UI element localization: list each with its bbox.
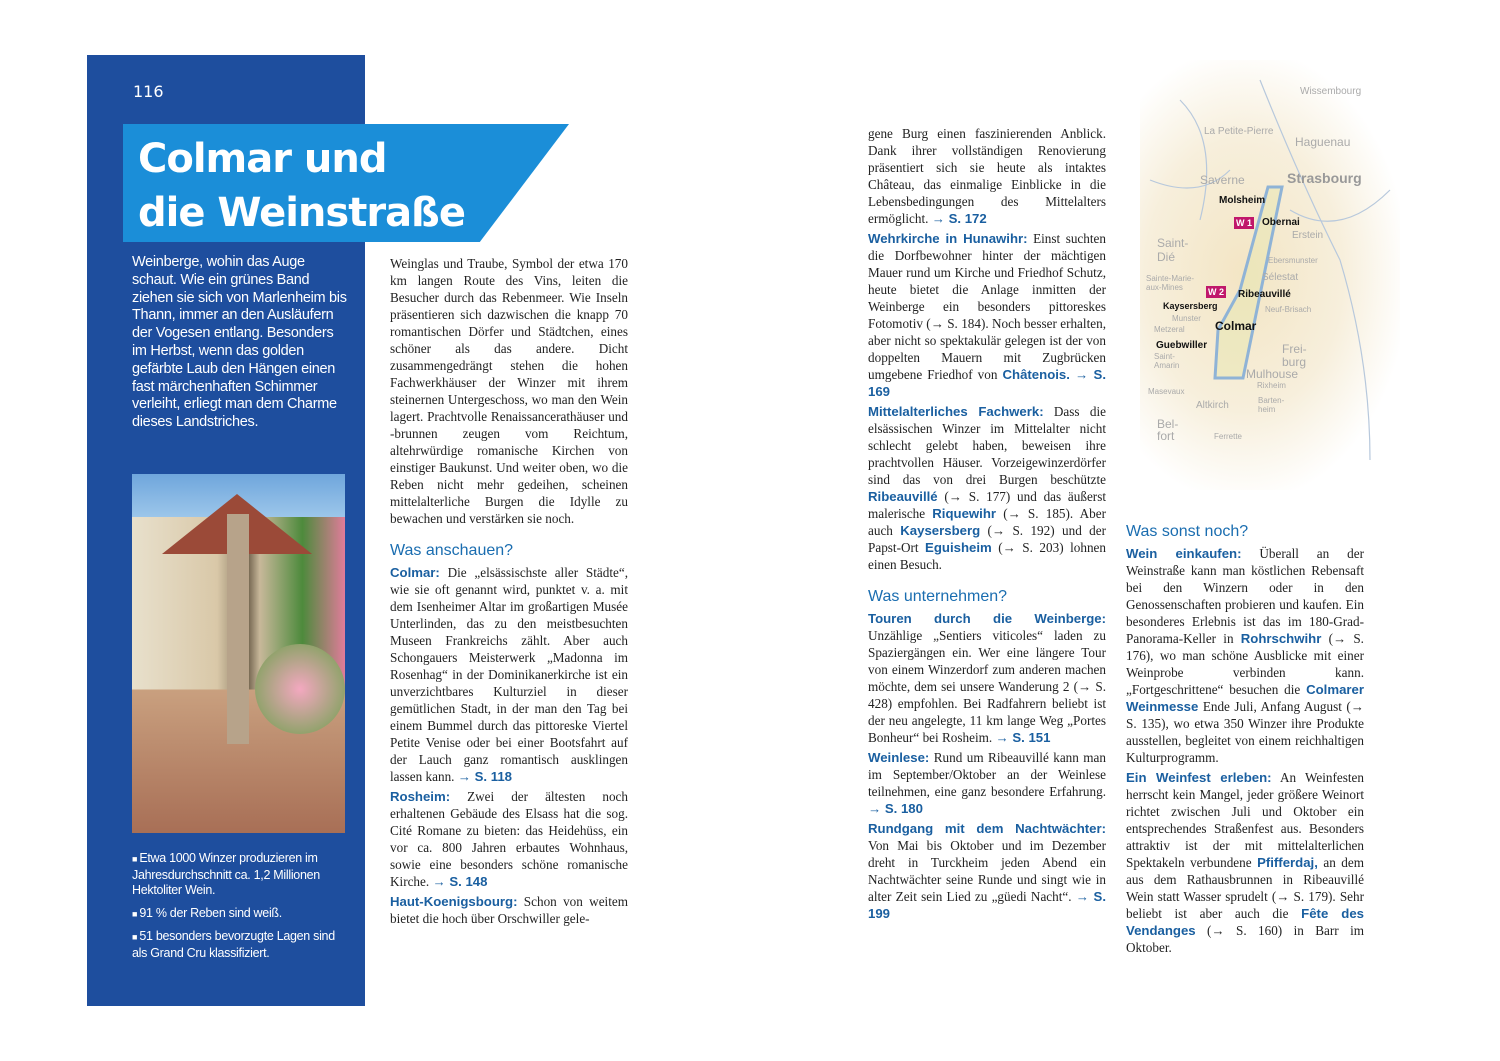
- paragraph: [1126, 769, 1364, 956]
- paragraph-lead: Wein einkaufen:: [1126, 546, 1242, 561]
- paragraph-text: Zwei der ältesten noch erhaltenen Gebäude des Elsass hat die sog. Cité Romane zu bieten: das Heidehüss, ein vor ca. 800 Jahren erbautes Wohnhaus, sowie eine besonders schöne romanische Kirche.: [390, 789, 628, 889]
- page-reference: → S. 199: [868, 889, 1107, 921]
- page-reference: Eguisheim: [925, 540, 992, 555]
- paragraph-lead: Touren durch die Weinberge:: [868, 611, 1106, 626]
- map-label: Obernai: [1262, 217, 1300, 228]
- paragraph: [868, 403, 1106, 573]
- page-reference: → S. 180: [868, 801, 923, 816]
- page-reference: → S. 148: [432, 874, 488, 889]
- map-label: Colmar: [1215, 319, 1257, 333]
- page-reference: → S. 118: [457, 769, 513, 784]
- page-reference: Fête des Vendanges: [1126, 906, 1364, 938]
- map-label: Ribeauvillé: [1238, 289, 1291, 300]
- map-label: Mulhouse: [1246, 367, 1299, 381]
- paragraph-text: an dem aus dem Rathausbrunnen in Ribeauvillé Wein statt Wasser sprudelt (→ S. 179). Sehr beliebt ist aber auch die: [1126, 855, 1364, 921]
- paragraph: [1126, 545, 1364, 766]
- page-reference: Pfifferdaj,: [1257, 855, 1318, 870]
- paragraph-text: (→ S. 192) und der Papst-Ort: [868, 523, 1106, 555]
- text-column-3: [1126, 508, 1364, 959]
- page-reference: → S. 172: [931, 211, 987, 226]
- map-tag: W 1: [1236, 218, 1253, 228]
- map-label: La Petite-Pierre: [1204, 126, 1274, 137]
- paragraph: [868, 230, 1106, 400]
- paragraph-text: Unzählige „Sentiers viticoles“ laden zu Spaziergängen ein. Wer eine längere Tour von einem Winzerdorf zum anderen machen möchte, dem sei unsere Wanderung 2 (→ S. 428) empfohlen. Bei Radfahrern beliebt ist der neu angelegte, 11 km lange Weg „Portes Bonheur“ bei Rosheim.: [868, 628, 1106, 745]
- page-reference: Colmarer Weinmesse: [1126, 682, 1364, 714]
- page-reference: Rohrschwihr: [1240, 631, 1322, 646]
- fact-item: ■ Etwa 1000 Winzer produzieren im Jahresdurchschnitt ca. 1,2 Millionen Hektoliter Wein.: [132, 851, 347, 899]
- paragraph-text: Die „elsässischste aller Städte“, wie sie oft genannt wird, punktet v. a. mit dem Isenheimer Altar im großartigen Musée Unterlinden, das zu den meistbesuchten Museen Frankreichs zählt. Aber auch Schongauers Meisterwerk „Madonna im Rosenhag“ in der Dominikanerkirche ist ein unverzichtbares Kulturziel in dieser gemütlichen Stadt, in der man den Tag bei einem Bummel durch das pittoreske Viertel Petite Venise oder bei einer Bootsfahrt auf der Lauch ganz romantisch ausklingen lassen kann.: [390, 565, 628, 784]
- intro-text: Weinberge, wohin das Auge schaut. Wie ein grünes Band ziehen sie sich von Marlenheim bis Thann, immer an den Ausläufern der Vogesen entlang. Besonders im Herbst, wenn das golden gefärbte Laub den Hängen einen fast märchenhaften Schimmer verleiht, erliegt man dem Charme dieses Landstriches.: [132, 254, 347, 431]
- paragraph-lead: Haut-Koenigsbourg:: [390, 894, 518, 909]
- fact-item: ■ 91 % der Reben sind weiß.: [132, 906, 347, 923]
- paragraph-lead: Rundgang mit dem Nachtwächter:: [868, 821, 1106, 836]
- paragraph-text: Überall an der Weinstraße kann man köstlichen Rebensaft bei den Winzern oder in den Genossenschaften probieren und kaufen. Ein besonderes Erlebnis ist das im 180-Grad-Panorama-Keller in: [1126, 546, 1364, 646]
- page-number: 116: [133, 82, 164, 101]
- paragraph-lead: Ein Weinfest erleben:: [1126, 770, 1272, 785]
- map-label: Erstein: [1292, 230, 1324, 241]
- section-heading: Was sonst noch?: [1126, 523, 1249, 540]
- map-label: Wissembourg: [1300, 86, 1362, 97]
- paragraph-lead: Mittelalterliches Fachwerk:: [868, 404, 1044, 419]
- map-label: Sélestat: [1262, 272, 1299, 283]
- paragraph: [390, 893, 628, 927]
- paragraph: [868, 125, 1106, 227]
- map-label: Haguenau: [1295, 135, 1351, 149]
- page-reference: Kaysersberg: [900, 523, 981, 538]
- map-label: Munster: [1172, 314, 1201, 323]
- map-label: Saint-Dié: [1157, 236, 1189, 264]
- map-label: Bel-fort: [1157, 417, 1179, 443]
- paragraph: [390, 255, 628, 527]
- page-reference: Riquewihr: [932, 506, 997, 521]
- page-reference: Ribeauvillé: [868, 489, 938, 504]
- photo-half-timbered-houses: [132, 474, 345, 833]
- text-column-2: [868, 125, 1106, 925]
- paragraph-text: gene Burg einen faszinierenden Anblick. Dank ihrer vollständigen Renovierung präsentiert sich sie heute als intaktes Château, das einmalige Einblicke in die Lebensbedingungen des Mittelalters ermöglicht.: [868, 126, 1106, 226]
- map-label: Frei-burg: [1282, 342, 1307, 369]
- paragraph-text: (→ S. 203) lohnen einen Besuch.: [868, 540, 1106, 572]
- section-heading: Was unternehmen?: [868, 588, 1008, 605]
- paragraph: [390, 788, 628, 890]
- photo-flowers: [255, 644, 345, 734]
- title-line-2: die Weinstraße: [138, 190, 465, 236]
- paragraph: [868, 820, 1106, 922]
- map-label: Guebwiller: [1156, 340, 1208, 351]
- map-label: Saverne: [1200, 173, 1245, 187]
- map-label: Kaysersberg: [1163, 301, 1218, 311]
- paragraph-text: Einst suchten die Dorfbewohner hinter der mächtigen Mauer rund um Kirche und Friedhof Schutz, heute bietet die Anlage inmitten der Weinberge ein besonders pittoreskes Fotomotiv (→ S. 184). Noch besser erhalten, aber nicht so spektakulär gelegen ist der von doppelten Mauern mit Zugbrücken umgebene Friedhof von: [868, 231, 1106, 382]
- paragraph-text: Von Mai bis Oktober und im Dezember dreht in Turckheim jeden Abend ein Nachtwächter seine Runde und singt wie in alter Zeit sein Lied zu „güedi Nacht“.: [868, 838, 1106, 904]
- map-label: Rixheim: [1257, 381, 1286, 390]
- paragraph-text: (→ S. 176), wo man schöne Ausblicke mit einer Weinprobe verbinden kann. „Fortgeschrittene“ besuchen die: [1126, 631, 1364, 697]
- map-label: Ebersmunster: [1268, 256, 1318, 265]
- map-label: Sainte-Marie-aux-Mines: [1146, 274, 1195, 292]
- page-title: [138, 132, 538, 240]
- map-label: Neuf-Brisach: [1265, 305, 1312, 314]
- paragraph-text: Weinglas und Traube, Symbol der etwa 170 km langen Route des Vins, leiten die Besucher durch das Rebenmeer. Wie Inseln präsentieren sich dazwischen die knapp 70 romantischen Dörfer und Städtchen, eines schöner als das andere. Dicht zusammengedrängt stehen die hohen Fachwerkhäuser der Winzer mit ihrem steinernen Untergeschoss, wo man den Wein lagert. Prachtvolle Renaissancerathäuser und -brunnen zeugen vom Reichtum, altehrwürdige romanische Kirchen von einstiger Baukunst. Und weiter oben, wo die Reben nicht mehr gedeihen, scheinen mittelalterliche Burgen die Idylle zu bewachen und verstärken sie noch.: [390, 256, 628, 526]
- map-tag: W 2: [1208, 287, 1225, 297]
- map-label: Altkirch: [1196, 400, 1229, 411]
- paragraph-text: (→ S. 185). Aber auch: [868, 506, 1106, 538]
- paragraph-lead: Colmar:: [390, 565, 440, 580]
- title-line-1: Colmar und: [138, 136, 387, 182]
- photo-fountain: [227, 514, 249, 744]
- paragraph-text: Schon von weitem bietet die hoch über Orschwiller gele-: [390, 894, 628, 926]
- map-label: Strasbourg: [1287, 170, 1362, 186]
- page-reference: → S. 151: [995, 730, 1051, 745]
- fact-item: ■ 51 besonders bevorzugte Lagen sind als Grand Cru klassifiziert.: [132, 929, 347, 961]
- paragraph: [390, 564, 628, 785]
- paragraph: [868, 610, 1106, 746]
- page-reference: → S. 169: [868, 367, 1107, 399]
- section-heading: Was anschauen?: [390, 542, 514, 559]
- region-map: [1140, 60, 1400, 490]
- map-label: Molsheim: [1219, 195, 1266, 206]
- paragraph-lead: Rosheim:: [390, 789, 451, 804]
- text-column-1: [390, 255, 628, 930]
- map-label: Ferrette: [1214, 432, 1243, 441]
- map-label: Masevaux: [1148, 387, 1185, 396]
- paragraph-lead: Weinlese:: [868, 750, 930, 765]
- paragraph-text: An Weinfesten herrscht kein Mangel, jeder größere Weinort richtet zwischen Juli und Oktober ein entsprechendes Straßenfest aus. Besonders attraktiv ist der mit mittelalterlichen Spektakeln verbundene: [1126, 770, 1364, 870]
- facts-list: [132, 851, 347, 968]
- page-reference: Châtenois.: [1002, 367, 1070, 382]
- paragraph-text: (→ S. 160) in Barr im Oktober.: [1126, 923, 1364, 955]
- map-label: Metzeral: [1154, 325, 1185, 334]
- paragraph-text: (→ S. 177) und das äußerst malerische: [868, 489, 1106, 521]
- map-label: Barten-heim: [1258, 396, 1285, 414]
- paragraph-lead: Wehrkirche in Hunawihr:: [868, 231, 1028, 246]
- map-label: Saint-Amarin: [1154, 352, 1180, 370]
- paragraph-text: Ende Juli, Anfang August (→ S. 135), wo etwa 350 Winzer ihre Produkte ausstellen, begleitet von einem reichhaltigen Kulturprogramm.: [1126, 699, 1364, 765]
- paragraph: [868, 749, 1106, 817]
- paragraph-text: Dass die elsässischen Winzer im Mittelalter nicht schlecht gelebt haben, beweisen ihre prachtvollen Häuser. Vorzeigewinzerdörfer sind das von drei Burgen beschützte: [868, 404, 1106, 487]
- paragraph-text: Rund um Ribeauvillé kann man im September/Oktober an der Weinlese teilnehmen, eine ganz besondere Erfahrung.: [868, 750, 1106, 799]
